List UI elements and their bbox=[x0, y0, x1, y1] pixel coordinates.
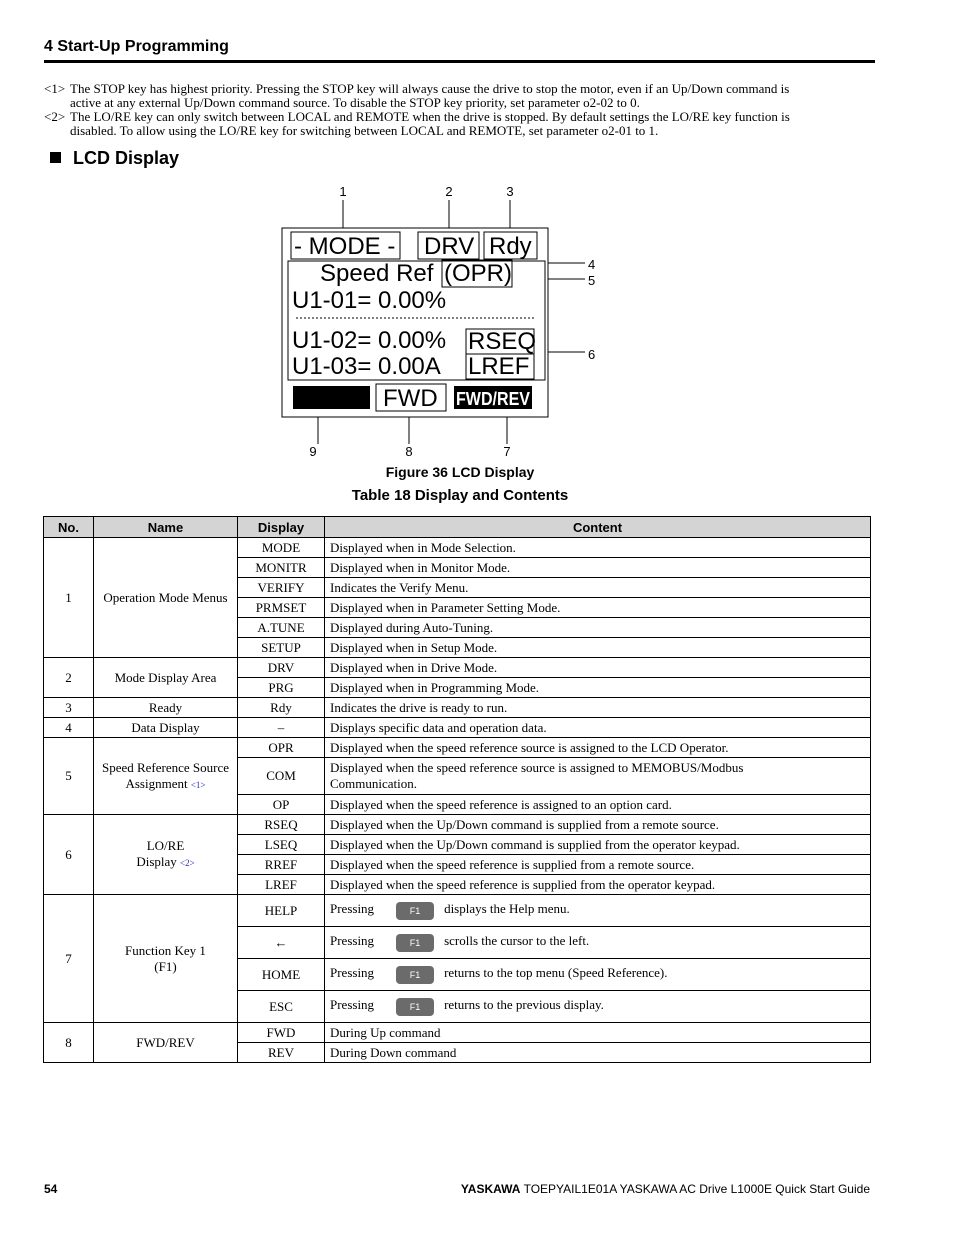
callout-5: 5 bbox=[588, 273, 596, 288]
cell-content: Displayed when in Setup Mode. bbox=[325, 638, 871, 658]
section-header: 4 Start-Up Programming bbox=[44, 38, 229, 55]
lcd-rseq-text: RSEQ bbox=[468, 328, 537, 355]
cell-content bbox=[325, 991, 871, 1023]
left-arrow-icon: ← bbox=[274, 934, 288, 950]
function-key-area bbox=[293, 386, 370, 409]
pressing-text: Pressing bbox=[330, 933, 375, 949]
cell-display: LREF bbox=[238, 875, 325, 895]
cell-content: Displayed when in Drive Mode. bbox=[325, 658, 871, 678]
table-row bbox=[44, 895, 871, 927]
pressing-text: Pressing bbox=[330, 997, 375, 1013]
cell-content: Indicates the drive is ready to run. bbox=[325, 698, 871, 718]
cell-content: Displayed when the Up/Down command is supplied from a remote source. bbox=[325, 815, 871, 835]
f1-key-icon: F1 bbox=[396, 998, 434, 1016]
footnote-tag: <2> bbox=[44, 109, 66, 124]
footnote-text-cont: active at any external Up/Down command source. To disable the STOP key priority, set parameter o2-02 to 0. bbox=[70, 95, 640, 110]
cell-display: Rdy bbox=[238, 698, 325, 718]
lcd-lref-text: LREF bbox=[468, 353, 530, 380]
header-rule bbox=[44, 60, 875, 63]
cell-display: REV bbox=[238, 1043, 325, 1063]
pressing-text: Pressing bbox=[330, 901, 375, 917]
cell-no: 8 bbox=[44, 1023, 94, 1063]
content-line: Communication. bbox=[330, 776, 418, 791]
name-line: (F1) bbox=[154, 958, 177, 974]
cell-name: FWD/REV bbox=[94, 1023, 238, 1063]
cell-content: Indicates the Verify Menu. bbox=[325, 578, 871, 598]
cell-display: SETUP bbox=[238, 638, 325, 658]
cell-content: Displays specific data and operation data. bbox=[325, 718, 871, 738]
callout-3: 3 bbox=[506, 184, 514, 199]
action-text: displays the Help menu. bbox=[444, 901, 570, 917]
footer-document-title bbox=[461, 1182, 870, 1196]
footnote-ref-link[interactable]: <2> bbox=[180, 858, 195, 868]
cell-no: 3 bbox=[44, 698, 94, 718]
footnote-tag: <1> bbox=[44, 81, 66, 96]
callout-2: 2 bbox=[445, 184, 453, 199]
col-header-no: No. bbox=[44, 517, 94, 538]
action-text: returns to the top menu (Speed Reference). bbox=[444, 965, 668, 981]
name-line: LO/RE bbox=[146, 838, 185, 853]
table-row bbox=[44, 538, 871, 558]
lcd-display-figure bbox=[270, 178, 610, 463]
footnote-text: The LO/RE key can only switch between LOCAL and REMOTE when the drive is stopped. By default settings the LO/RE key function is bbox=[70, 109, 790, 124]
table-row bbox=[44, 1023, 871, 1043]
name-line: Display bbox=[136, 854, 177, 869]
cell-display: HOME bbox=[238, 959, 325, 991]
lcd-u1-02-text: U1-02= 0.00% bbox=[292, 327, 447, 354]
cell-content: Displayed when in Monitor Mode. bbox=[325, 558, 871, 578]
cell-display: MONITR bbox=[238, 558, 325, 578]
cell-display: OP bbox=[238, 795, 325, 815]
cell-name: Mode Display Area bbox=[94, 658, 238, 698]
cell-name bbox=[94, 895, 238, 1023]
lcd-rdy-text: Rdy bbox=[489, 233, 532, 260]
cell-no: 6 bbox=[44, 815, 94, 895]
cell-display: PRMSET bbox=[238, 598, 325, 618]
cell-name: Data Display bbox=[94, 718, 238, 738]
cell-no: 4 bbox=[44, 718, 94, 738]
cell-name: Ready bbox=[94, 698, 238, 718]
content-line: Displayed when the speed reference source is assigned to MEMOBUS/Modbus bbox=[330, 760, 744, 775]
display-contents-table bbox=[43, 516, 871, 1063]
cell-no: 1 bbox=[44, 538, 94, 658]
callout-9: 9 bbox=[309, 444, 317, 459]
cell-name: Operation Mode Menus bbox=[94, 538, 238, 658]
cell-display: VERIFY bbox=[238, 578, 325, 598]
table-row bbox=[44, 698, 871, 718]
lcd-mode-text: - MODE - bbox=[294, 233, 396, 260]
cell-display: HELP bbox=[238, 895, 325, 927]
col-header-name: Name bbox=[94, 517, 238, 538]
cell-display: DRV bbox=[238, 658, 325, 678]
footnote-text-cont: disabled. To allow using the LO/RE key for switching between LOCAL and REMOTE, set parameter o2-01 to 1. bbox=[70, 123, 659, 138]
f1-key-icon: F1 bbox=[396, 902, 434, 920]
footnote-2 bbox=[44, 110, 856, 138]
cell-content: Displayed when in Parameter Setting Mode. bbox=[325, 598, 871, 618]
cell-content: Displayed when in Programming Mode. bbox=[325, 678, 871, 698]
callout-4: 4 bbox=[588, 257, 596, 272]
f1-key-icon: F1 bbox=[396, 966, 434, 984]
name-line: Assignment bbox=[125, 775, 188, 791]
lcd-u1-03-text: U1-03= 0.00A bbox=[292, 353, 441, 380]
cell-content: During Down command bbox=[325, 1043, 871, 1063]
cell-display: FWD bbox=[238, 1023, 325, 1043]
lcd-u1-01-text: U1-01= 0.00% bbox=[292, 287, 447, 314]
cell-display: RSEQ bbox=[238, 815, 325, 835]
lcd-display-heading bbox=[50, 148, 179, 169]
page-number: 54 bbox=[44, 1182, 58, 1196]
callout-7: 7 bbox=[503, 444, 511, 459]
figure-caption: Figure 36 LCD Display bbox=[385, 464, 535, 480]
footer-brand: YASKAWA bbox=[460, 1182, 521, 1196]
lcd-fwd-text: FWD bbox=[383, 385, 438, 412]
cell-display: – bbox=[238, 718, 325, 738]
cell-content bbox=[325, 895, 871, 927]
cell-content bbox=[325, 927, 871, 959]
cell-content: Displayed during Auto-Tuning. bbox=[325, 618, 871, 638]
cell-name bbox=[94, 738, 238, 815]
cell-display: LSEQ bbox=[238, 835, 325, 855]
cell-display: COM bbox=[238, 758, 325, 795]
cell-content: Displayed when in Mode Selection. bbox=[325, 538, 871, 558]
cell-content: Displayed when the speed reference is supplied from the operator keypad. bbox=[325, 875, 871, 895]
pressing-text: Pressing bbox=[330, 965, 375, 981]
cell-display: ESC bbox=[238, 991, 325, 1023]
cell-no: 7 bbox=[44, 895, 94, 1023]
f1-key-icon: F1 bbox=[396, 934, 434, 952]
lcd-drv-text: DRV bbox=[424, 233, 475, 260]
cell-content: Displayed when the speed reference is supplied from a remote source. bbox=[325, 855, 871, 875]
col-header-display: Display bbox=[238, 517, 325, 538]
cell-content: During Up command bbox=[325, 1023, 871, 1043]
footnote-ref-link[interactable]: <1> bbox=[190, 779, 206, 790]
table-caption: Table 18 Display and Contents bbox=[351, 487, 569, 504]
table-header-row bbox=[44, 517, 871, 538]
cell-display bbox=[238, 927, 325, 959]
square-bullet-icon bbox=[50, 152, 61, 163]
lcd-speed-ref-text: Speed Ref bbox=[320, 260, 434, 287]
table-row bbox=[44, 738, 871, 758]
table-row bbox=[44, 718, 871, 738]
lcd-opr-text: (OPR) bbox=[444, 260, 512, 287]
cell-no: 2 bbox=[44, 658, 94, 698]
footnote-1 bbox=[44, 82, 856, 110]
cell-content bbox=[325, 758, 871, 795]
callout-8: 8 bbox=[405, 444, 413, 459]
heading-text: LCD Display bbox=[73, 148, 180, 168]
cell-display: OPR bbox=[238, 738, 325, 758]
lcd-fwdrev-text: FWD/REV bbox=[456, 389, 530, 409]
cell-content: Displayed when the speed reference is assigned to an option card. bbox=[325, 795, 871, 815]
cell-display: RREF bbox=[238, 855, 325, 875]
footnote-text: The STOP key has highest priority. Pressing the STOP key will always cause the drive to stop the motor, even if an Up/Down command is bbox=[70, 81, 790, 96]
cell-display: A.TUNE bbox=[238, 618, 325, 638]
action-text: returns to the previous display. bbox=[444, 997, 604, 1013]
footer-title-text: TOEPYAIL1E01A YASKAWA AC Drive L1000E Quick Start Guide bbox=[523, 1182, 870, 1196]
cell-content bbox=[325, 959, 871, 991]
cell-display: MODE bbox=[238, 538, 325, 558]
callout-1: 1 bbox=[339, 184, 347, 199]
cell-name bbox=[94, 815, 238, 895]
col-header-content: Content bbox=[325, 517, 871, 538]
table-row bbox=[44, 815, 871, 835]
action-text: scrolls the cursor to the left. bbox=[444, 933, 590, 949]
cell-content: Displayed when the Up/Down command is supplied from the operator keypad. bbox=[325, 835, 871, 855]
name-line: Function Key 1 bbox=[125, 942, 206, 958]
cell-no: 5 bbox=[44, 738, 94, 815]
table-row bbox=[44, 658, 871, 678]
callout-6: 6 bbox=[588, 347, 596, 362]
name-line: Speed Reference Source bbox=[101, 759, 230, 775]
cell-content: Displayed when the speed reference source is assigned to the LCD Operator. bbox=[325, 738, 871, 758]
cell-display: PRG bbox=[238, 678, 325, 698]
